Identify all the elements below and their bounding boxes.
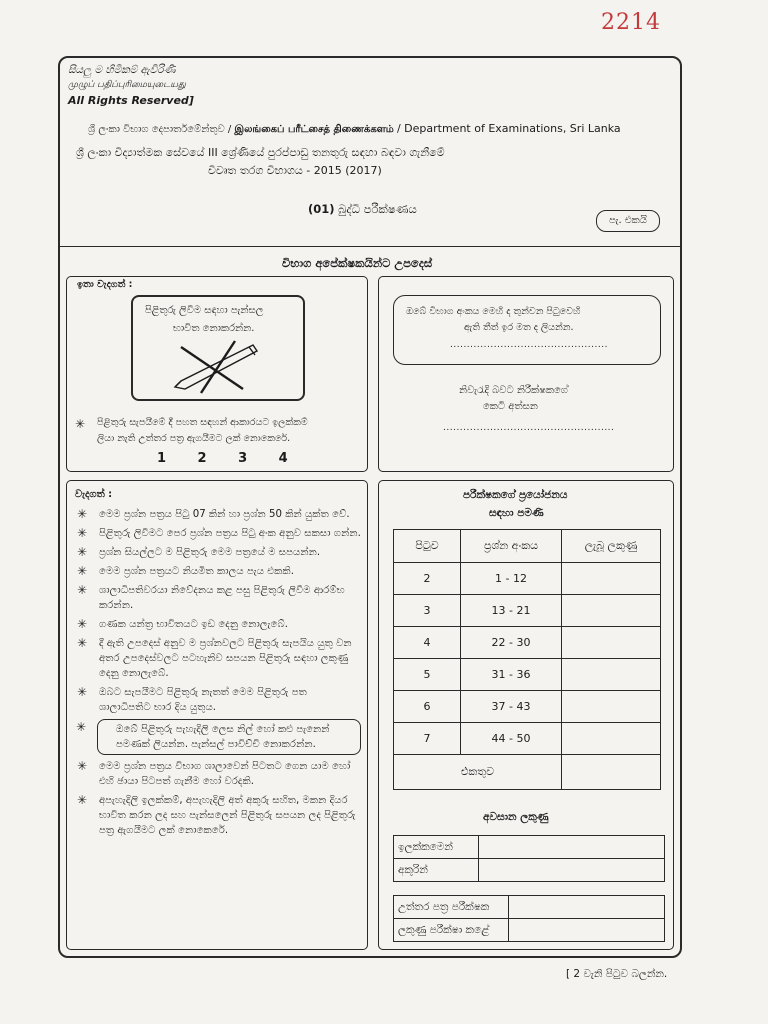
row-page: 7 bbox=[394, 723, 461, 755]
marks-checked-by-label: ලකුණු පරීක්ෂා කළේ bbox=[394, 919, 509, 942]
row-marks-cell[interactable] bbox=[562, 659, 661, 691]
final-in-figures-label: ඉලක්කමෙන් bbox=[394, 836, 479, 859]
department-english: / Department of Examinations, Sri Lanka bbox=[396, 122, 621, 135]
exam-title-line2: විවෘත තරග විභාගය - 2015 (2017) bbox=[208, 164, 382, 177]
copyright-english: All Rights Reserved] bbox=[68, 94, 194, 107]
important-label: ඉතා වැදගත් : bbox=[77, 279, 133, 290]
col-header-marks: ලැබූ ලකුණු bbox=[562, 530, 661, 563]
table-row bbox=[394, 859, 665, 882]
supervisor-label-line2: කෙටි අත්සන bbox=[483, 401, 538, 412]
final-in-words-cell[interactable] bbox=[479, 859, 665, 882]
row-questions: 1 - 12 bbox=[461, 563, 562, 595]
note-item: ✳ දී ඇති උපදෙස් අනුව ම ප්‍රශ්නවලට පිළිතුරු සැපයිය යුතු වන අතර උපදෙස්වලට පටහැනිව සපයන පිළිතුරු සඳහා ලකුණු දෙනු නොලැබේ. bbox=[75, 636, 361, 681]
pencil-note-line1: පිළිතුරු සැපයීමේ දී පහත සඳහන් ආකාරයට ඉලක්කම් bbox=[97, 417, 308, 428]
row-marks-cell[interactable] bbox=[562, 595, 661, 627]
department-sinhala: ශ්‍රී ලංකා විභාග දෙපාර්තමේන්තුව / bbox=[88, 124, 232, 135]
note-item: ✳ මෙම ප්‍රශ්න පත්‍රය පිටු 07 කින් හා ප්‍රශ්න 50 කින් යුක්ත වේ. bbox=[75, 507, 361, 522]
copyright-tamil: முழுப் பதிப்புரிமையுடையது bbox=[68, 80, 186, 90]
col-header-questions: ප්‍රශ්න අංකය bbox=[461, 530, 562, 563]
note-item: ✳ මෙම ප්‍රශ්න පත්‍රය විභාග ශාලාවෙන් පිටතට ගෙන යාම හෝ එහි ඡායා පිටපත් ගැනීම හෝ වරදකි. bbox=[75, 759, 361, 789]
marks-table bbox=[393, 529, 661, 790]
row-questions: 31 - 36 bbox=[461, 659, 562, 691]
supervisor-signature-blank[interactable]: ................................................... bbox=[443, 423, 615, 433]
pencil-warning-box bbox=[66, 276, 368, 472]
answer-script-examiner-label: උත්තර පත්‍ර පරීක්ෂක bbox=[394, 896, 509, 919]
table-row bbox=[394, 659, 661, 691]
row-questions: 37 - 43 bbox=[461, 691, 562, 723]
total-marks-cell[interactable] bbox=[562, 755, 661, 790]
pencil-warning-line1: පිළිතුරු ලිවීම සඳහා පැන්සල bbox=[145, 305, 264, 316]
instructions-heading: විභාග අපේක්ෂකයින්ට උපදෙස් bbox=[282, 256, 433, 270]
digit-4: 4 bbox=[278, 451, 288, 466]
department-line bbox=[88, 122, 621, 136]
examiner-use-box bbox=[378, 480, 674, 950]
paper-name: බුද්ධි පරීක්ෂණය bbox=[338, 202, 417, 216]
table-row bbox=[394, 723, 661, 755]
row-marks-cell[interactable] bbox=[562, 723, 661, 755]
note-item-highlighted: ✳ ඔබේ පිළිතුරු පැහැදිලි ලෙස නිල් හෝ කළු පැනෙන් පමණක් ලියන්න. පැන්සල් පාවිච්චි නොකරන්න. bbox=[97, 719, 361, 755]
row-page: 3 bbox=[394, 595, 461, 627]
digit-3: 3 bbox=[238, 451, 248, 466]
note-item: ✳ ඔබට සැපයීමට පිළිතුරු නැතත් මෙම පිළිතුරු පත ශාලාධිපතිට භාර දිය යුතුය. bbox=[75, 685, 361, 715]
index-instruction-line2: ඇති තීත් ඉර මත ද ලියන්න. bbox=[464, 322, 574, 333]
row-page: 4 bbox=[394, 627, 461, 659]
notes-list bbox=[75, 507, 361, 842]
table-row bbox=[394, 691, 661, 723]
row-page: 5 bbox=[394, 659, 461, 691]
marks-checked-by-cell[interactable] bbox=[509, 919, 665, 942]
total-label: එකතුව bbox=[394, 755, 562, 790]
digit-2: 2 bbox=[197, 451, 207, 466]
row-questions: 13 - 21 bbox=[461, 595, 562, 627]
index-number-field bbox=[393, 295, 661, 365]
crossed-pencil-icon bbox=[161, 337, 271, 395]
department-tamil: இலங்கைப் பரீட்சைத் திணைக்களம் bbox=[234, 124, 394, 135]
notes-box bbox=[66, 480, 368, 950]
header-divider bbox=[60, 246, 680, 247]
note-asterisk-icon: ✳ bbox=[75, 417, 86, 431]
table-row bbox=[394, 919, 665, 942]
duration-badge: පැ. එකයි bbox=[596, 210, 660, 232]
note-item: ✳ ගණක යන්ත්‍ර භාවිතයට ඉඩ දෙනු නොලැබේ. bbox=[75, 617, 361, 632]
total-row bbox=[394, 755, 661, 790]
row-page: 6 bbox=[394, 691, 461, 723]
table-row bbox=[394, 836, 665, 859]
final-marks-heading: අවසාන ලකුණු bbox=[483, 811, 549, 823]
final-in-figures-cell[interactable] bbox=[479, 836, 665, 859]
note-item: ✳ ශාලාධිපතිවරයා නිවේදනය කළ පසු පිළිතුරු ලිවීම ආරම්භ කරන්න. bbox=[75, 583, 361, 613]
row-marks-cell[interactable] bbox=[562, 627, 661, 659]
note-item: ✳ මෙම ප්‍රශ්න පත්‍රයට නියමිත කාලය පැය එකකි. bbox=[75, 564, 361, 579]
supervisor-label-line1: නිවැරැදි බවට නිරීක්ෂකගේ bbox=[459, 385, 568, 396]
signature-table bbox=[393, 895, 665, 942]
copyright-sinhala: සියලු ම හිමිකම් ඇවිරිණි bbox=[68, 64, 176, 76]
row-questions: 22 - 30 bbox=[461, 627, 562, 659]
pencil-note-line2: ලියා නැති උත්තර පත්‍ර ඇගයීමට ලක් නොකෙරේ. bbox=[97, 433, 291, 444]
row-questions: 44 - 50 bbox=[461, 723, 562, 755]
table-row bbox=[394, 563, 661, 595]
index-number-blank[interactable]: ............................................... bbox=[450, 340, 608, 350]
digit-sample bbox=[157, 451, 315, 466]
note-item: ✳ ප්‍රශ්න සියල්ලට ම පිළිතුරු මෙම පත්‍රයේ ම සපයන්න. bbox=[75, 545, 361, 560]
paper-number: (01) bbox=[308, 202, 335, 216]
notes-heading: වැදගත් : bbox=[75, 489, 113, 500]
serial-number: 2214 bbox=[601, 10, 661, 35]
digit-1: 1 bbox=[157, 451, 167, 466]
final-in-words-label: අකුරින් bbox=[394, 859, 479, 882]
table-row bbox=[394, 896, 665, 919]
final-marks-table bbox=[393, 835, 665, 882]
index-number-box bbox=[378, 276, 674, 472]
index-instruction-line1: ඔබේ විභාග අංකය මෙහි ද තුන්වන පිටුවෙහි bbox=[406, 306, 581, 317]
row-page: 2 bbox=[394, 563, 461, 595]
exam-title-line1: ශ්‍රී ලංකා විද්‍යාත්මක සේවයේ III ශ්‍රේණියේ පුරප්පාඩු තනතුරු සඳහා බඳවා ගැනීමේ bbox=[76, 146, 445, 159]
examiner-heading-line1: පරීක්ෂකගේ ප්‍රයෝජනය bbox=[463, 489, 568, 501]
pencil-warning-card bbox=[131, 295, 305, 401]
note-item: ✳ පිළිතුරු ලිවීමට පෙර ප්‍රශ්න පත්‍රය පිටු අංක අනුව සකසා ගන්න. bbox=[75, 526, 361, 541]
exam-paper bbox=[58, 56, 682, 958]
examiner-heading-line2: සඳහා පමණි bbox=[489, 507, 544, 519]
paper-title bbox=[308, 202, 417, 217]
row-marks-cell[interactable] bbox=[562, 563, 661, 595]
next-page-note: [ 2 වැනි පිටුව බලන්න. bbox=[566, 968, 668, 980]
note-item: ✳ අපැහැදිලි ඉලක්කම්, අපැහැදිලි අත් අකුරු සහිත, මකන දියර භාවිත කරන ලද සහ පැන්සලෙන් පිළිතුරු සපයන ලද පිළිතුරු පත්‍ර ඇගයීමට ලක් නොකෙරේ. bbox=[75, 793, 361, 838]
answer-script-examiner-cell[interactable] bbox=[509, 896, 665, 919]
pencil-warning-line2: භාවිත නොකරන්න. bbox=[173, 323, 255, 334]
row-marks-cell[interactable] bbox=[562, 691, 661, 723]
table-row bbox=[394, 627, 661, 659]
table-row bbox=[394, 595, 661, 627]
col-header-page: පිටුව bbox=[394, 530, 461, 563]
